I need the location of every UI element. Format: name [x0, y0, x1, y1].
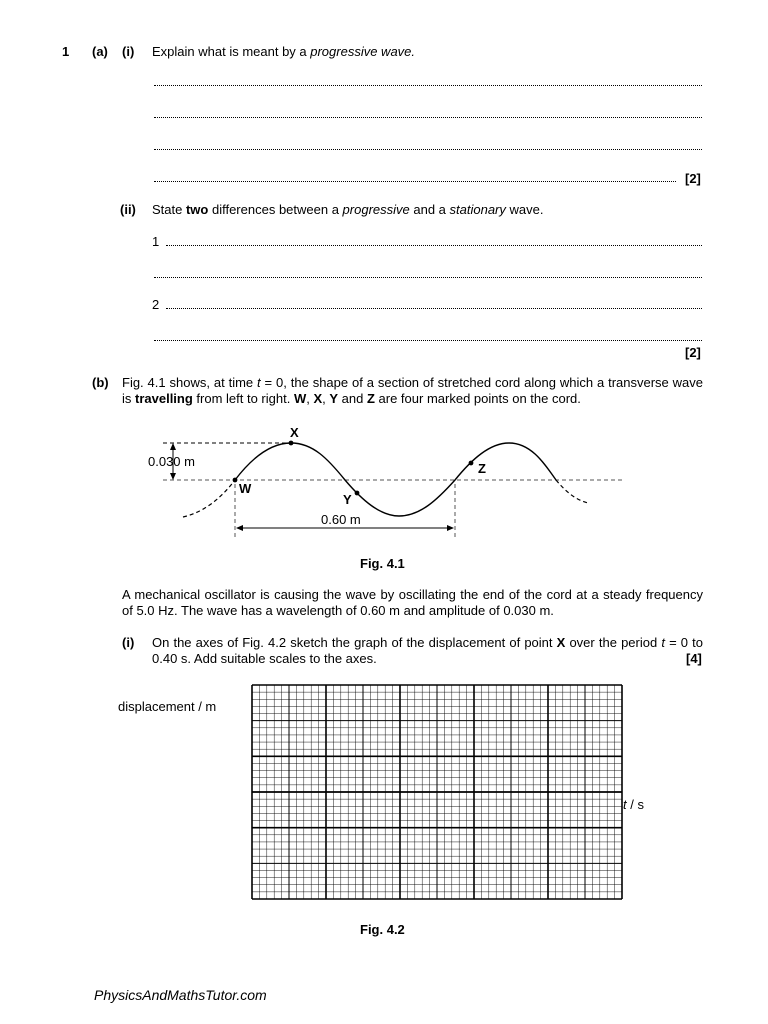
part-a-ii-label: (ii) [120, 202, 136, 217]
wavelength-label: 0.60 m [321, 512, 361, 527]
intro-text: = 0, the shape of a section of stretched cord along which a transverse wave is [122, 375, 704, 406]
wave-extension-left [183, 480, 235, 517]
part-b-i-label: (i) [122, 635, 135, 650]
question-emphasis: progressive wave. [310, 44, 416, 59]
question-text: and a [409, 202, 450, 217]
intro-variable: t [257, 375, 261, 390]
point-y-label: Y [343, 492, 352, 507]
question-point: X [556, 635, 566, 650]
part-b-label: (b) [92, 375, 109, 390]
fig-4-1-caption: Fig. 4.1 [360, 556, 405, 571]
amplitude-arrowhead-up [170, 443, 176, 450]
part-a-label: (a) [92, 44, 108, 59]
point-z-label: Z [478, 461, 486, 476]
point-w-label: W [239, 481, 252, 496]
question-bold: two [185, 202, 209, 217]
question-emphasis: progressive [342, 202, 410, 217]
wavelength-arrowhead-left [236, 525, 243, 531]
footer-text: PhysicsAndMathsTutor.com [94, 987, 267, 1003]
intro-bold: travelling [135, 391, 193, 406]
question-text: over the period [565, 635, 662, 650]
amplitude-label: 0.030 m [148, 454, 195, 469]
y-axis-label: displacement / m [118, 699, 217, 714]
intro-text: , [306, 391, 314, 406]
question-text: wave. [505, 202, 544, 217]
point-y-dot [355, 491, 360, 496]
question-text: State [152, 202, 186, 217]
answer-number-1: 1 [152, 234, 160, 249]
point-z-dot [469, 461, 474, 466]
x-axis-variable: t [623, 797, 627, 812]
marks-b-i: [4] [686, 651, 702, 666]
question-text: On the axes of Fig. 4.2 sketch the graph of the displacement of point [152, 635, 557, 650]
answer-number-2: 2 [152, 297, 160, 312]
intro-text: from left to right. [192, 391, 294, 406]
intro-point: X [313, 391, 323, 406]
question-emphasis: stationary [449, 202, 506, 217]
intro-text: , [322, 391, 330, 406]
intro-point: Y [329, 391, 339, 406]
intro-text: and [338, 391, 367, 406]
question-text: Explain what is meant by a [152, 44, 311, 59]
intro-point: Z [366, 391, 375, 406]
question-variable: t [661, 635, 665, 650]
wave-extension-right [556, 480, 588, 503]
amplitude-arrowhead-down [170, 473, 176, 480]
question-text: differences between a [208, 202, 343, 217]
part-b-i-question [152, 635, 703, 667]
intro-point: W [293, 391, 307, 406]
question-text: = 0 to 0.40 s. Add suitable scales to the axes. [152, 635, 703, 666]
x-axis-unit: / s [626, 797, 644, 812]
intro-text: are four marked points on the cord. [374, 391, 581, 406]
point-w-dot [233, 478, 238, 483]
point-x-dot [289, 441, 294, 446]
intro-text: Fig. 4.1 shows, at time [122, 375, 258, 390]
point-x-label: X [290, 425, 299, 440]
marks-a-i: [2] [685, 171, 701, 186]
wavelength-arrowhead-right [447, 525, 454, 531]
graph-paper[interactable] [251, 684, 623, 900]
marks-a-ii: [2] [685, 345, 701, 360]
x-axis-label [623, 797, 644, 812]
question-number: 1 [62, 44, 70, 59]
fig-4-2-caption: Fig. 4.2 [360, 922, 405, 937]
part-a-i-label: (i) [122, 44, 135, 59]
part-b-oscillator-text: A mechanical oscillator is causing the wave by oscillating the end of the cord at a steady frequency of 5.0 Hz. The wave has a wavelength of 0.60 m and amplitude of 0.030 m. [122, 587, 703, 618]
